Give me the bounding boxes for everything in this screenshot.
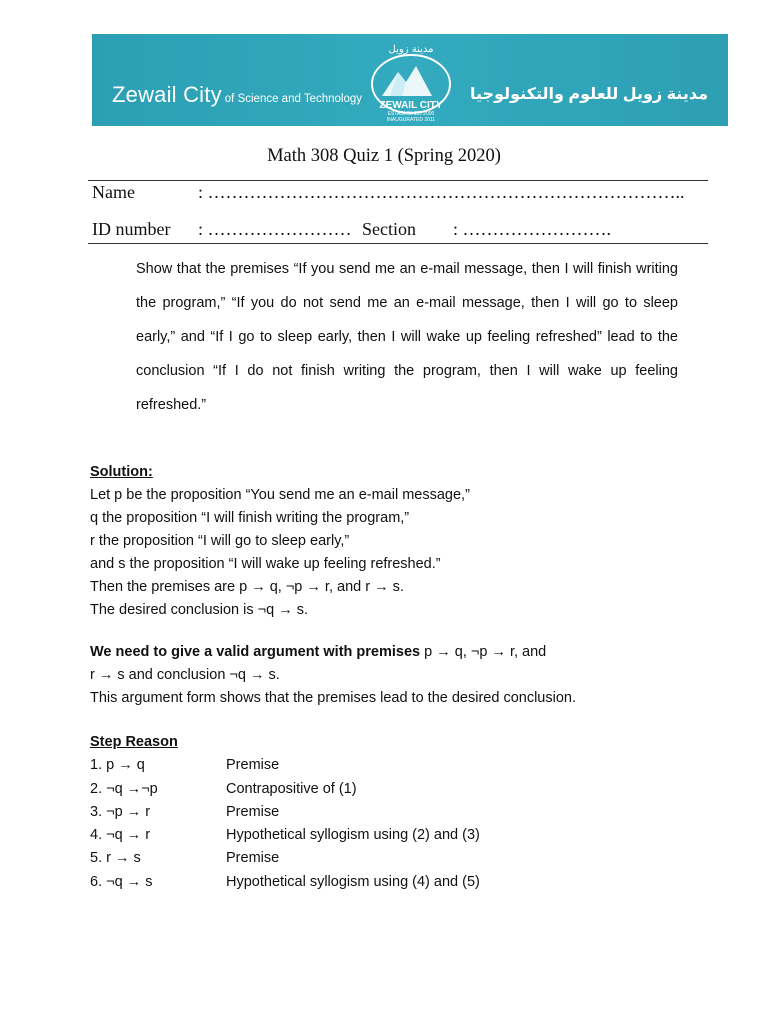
argument-line: r → s and conclusion ¬q → s.	[90, 667, 280, 683]
reason-cell: Hypothetical syllogism using (2) and (3)	[226, 827, 480, 844]
step-cell: 4. ¬q → r	[90, 827, 151, 844]
argument-bold-text: We need to give a valid argument with premises	[90, 644, 421, 660]
logo-arabic: مدينة زويل	[388, 44, 434, 55]
reason-cell: Premise	[226, 850, 280, 867]
steps-heading: Step Reason	[90, 734, 178, 750]
problem-statement: Show that the premises “If you send me an e-mail message, then I will finish writing the program,” “If you do not send me an e-mail message, then I will go to sleep early,” and “If I go to sleep early, then I will wake up feeling refreshed” lead to the conclusion “If I do not finish writing the program, then I will wake up feeling refreshed.”	[136, 261, 678, 413]
solution-line: and s the proposition “I will wake up feeling refreshed.”	[90, 556, 441, 572]
steps-table	[90, 731, 480, 894]
solution-line: Then the premises are p → q, ¬p → r, and r → s.	[90, 579, 404, 595]
logo-text: ZEWAIL CITY	[379, 100, 443, 111]
table-row	[90, 871, 480, 894]
id-field[interactable]: : ……………………	[198, 219, 352, 239]
section-label: Section	[362, 219, 416, 239]
solution-section	[90, 461, 730, 622]
table-row	[90, 847, 480, 870]
table-row	[90, 754, 480, 777]
name-label: Name	[92, 182, 135, 202]
step-cell: 1. p → q	[90, 757, 145, 774]
arabic-name: مدينة زويل للعلوم والتكنولوجيا	[470, 86, 708, 103]
argument-section	[90, 641, 730, 710]
solution-heading: Solution:	[90, 464, 153, 480]
divider-bottom	[88, 243, 708, 244]
table-row	[90, 801, 480, 824]
brand-sub: of Science and Technology	[224, 93, 363, 105]
brand-name	[112, 82, 362, 108]
reason-cell: Premise	[226, 803, 280, 820]
reason-cell: Contrapositive of (1)	[226, 780, 357, 797]
step-cell: 6. ¬q → s	[90, 873, 153, 890]
zewail-city-logo-icon	[368, 38, 454, 124]
divider-top	[88, 180, 708, 181]
argument-premises: p → q, ¬p → r, and	[420, 644, 547, 660]
id-label: ID number	[92, 219, 171, 239]
solution-line: r the proposition “I will go to sleep early,”	[90, 533, 350, 549]
logo-inaugurated: INAUGURATED 2011	[386, 117, 436, 123]
solution-line: Let p be the proposition “You send me an e-mail message,”	[90, 487, 470, 503]
argument-form-line: This argument form shows that the premises lead to the desired conclusion.	[90, 690, 576, 706]
brand-main: Zewail City	[112, 82, 222, 107]
section-field[interactable]: : …………………….	[453, 219, 612, 239]
header-banner	[92, 34, 728, 126]
step-cell: 3. ¬p → r	[90, 803, 151, 820]
name-field[interactable]: : ……………………………………………………………………..	[198, 182, 685, 202]
step-cell: 2. ¬q →¬p	[90, 780, 158, 797]
reason-cell: Hypothetical syllogism using (4) and (5)	[226, 873, 480, 890]
reason-cell: Premise	[226, 757, 280, 774]
logo-established: ESTABLISHED 2000	[387, 111, 435, 117]
table-row	[90, 824, 480, 847]
quiz-title: Math 308 Quiz 1 (Spring 2020)	[267, 146, 501, 166]
step-cell: 5. r → s	[90, 850, 141, 867]
solution-line: q the proposition “I will finish writing the program,”	[90, 510, 410, 526]
solution-line: The desired conclusion is ¬q → s.	[90, 602, 309, 618]
table-row	[90, 778, 480, 801]
